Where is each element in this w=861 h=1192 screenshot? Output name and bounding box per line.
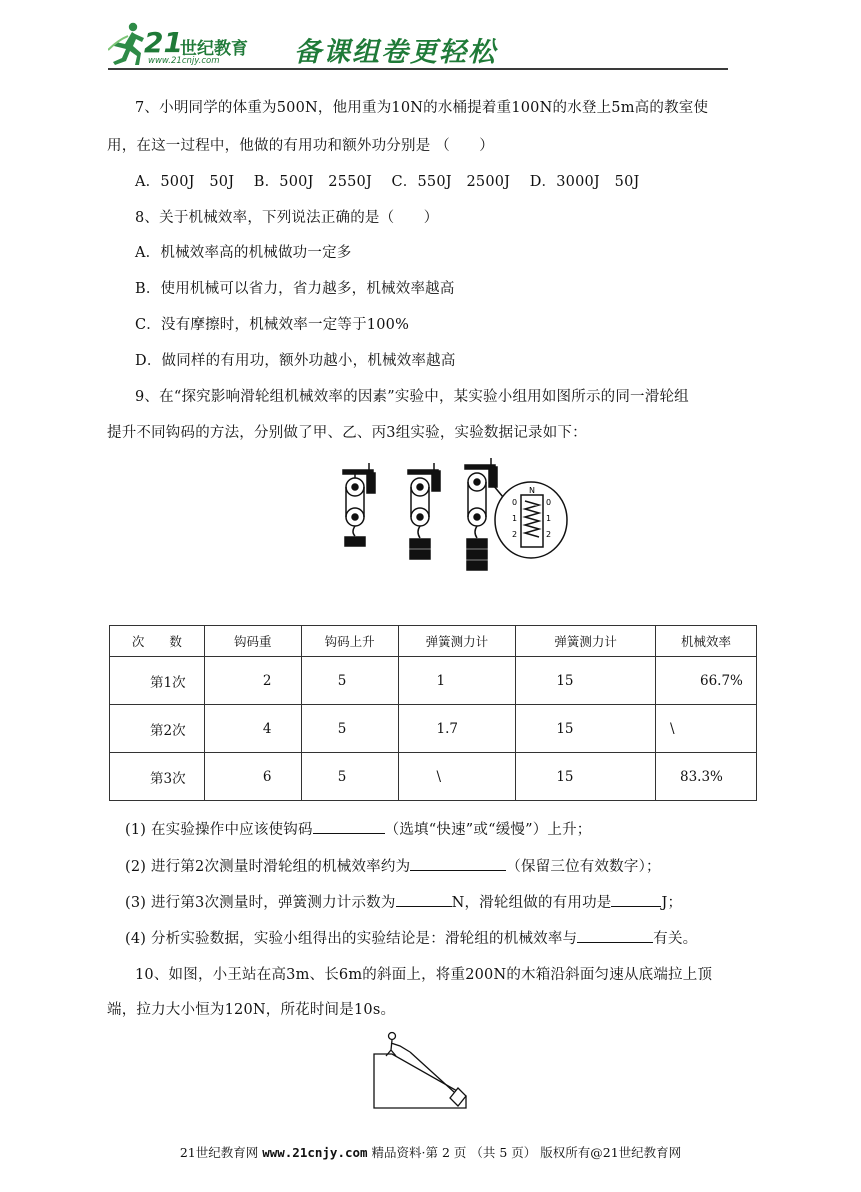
inclined-plane-figure: [370, 1030, 470, 1110]
q9-stem-line2: 提升不同钩码的方法，分别做了甲、乙、丙3组实验，实验数据记录如下：: [107, 425, 587, 441]
table-cell: 66.7%: [656, 657, 757, 705]
q9-sub3-text-a: (3) 进行第3次测量时，弹簧测力计示数为: [125, 895, 396, 911]
pulley-experiment-figure: [325, 455, 575, 585]
table-cell: 第1次: [110, 657, 205, 705]
table-row: [110, 753, 757, 801]
table-cell: 2: [204, 657, 301, 705]
table-cell: 第3次: [110, 753, 205, 801]
brand-name: 世纪教育: [180, 39, 248, 59]
table-cell: 5: [301, 657, 398, 705]
q8-option-c: C．没有摩擦时，机械效率一定等于100%: [135, 317, 410, 333]
q9-sub3-answer-blank-1[interactable]: [396, 892, 452, 907]
q9-sub2: [125, 855, 661, 876]
table-cell: \: [398, 753, 516, 801]
q7-options: A．500J 50J B．500J 2550J C．550J 2500J D．3000J 50J: [135, 174, 640, 190]
table-cell: 6: [204, 753, 301, 801]
q9-stem-line1: 9、在“探究影响滑轮组机械效率的因素”实验中，某实验小组用如图所示的同一滑轮组: [135, 389, 689, 405]
q9-sub1-text-b: （选填“快速”或“缓慢”）上升；: [384, 822, 592, 838]
q9-sub4-answer-blank[interactable]: [577, 928, 653, 943]
table-cell: 15: [516, 753, 656, 801]
footer-site: 21世纪教育网: [179, 1145, 259, 1160]
q9-sub2-text-b: （保留三位有效数字）；: [506, 859, 661, 875]
q8-option-d: D．做同样的有用功，额外功越小，机械效率越高: [135, 353, 456, 369]
header-divider: [108, 68, 728, 70]
q9-sub1-text-a: (1) 在实验操作中应该使钩码: [125, 822, 313, 838]
header-slogan: 备课组卷更轻松: [294, 37, 497, 68]
brand-number: 21: [144, 26, 183, 59]
header-cell: 机械效率: [656, 626, 757, 657]
q9-sub3-answer-blank-2[interactable]: [611, 892, 661, 907]
table-row: [110, 657, 757, 705]
footer-url: www.21cnjy.com: [262, 1145, 368, 1160]
scale-tick-2-right: 2: [546, 530, 552, 539]
table-row: [110, 705, 757, 753]
table-cell: 5: [301, 753, 398, 801]
header-cell: 钩码重: [204, 626, 301, 657]
table-cell: 4: [204, 705, 301, 753]
q9-sub4: [125, 927, 697, 948]
scale-unit-label: N: [529, 486, 535, 495]
header-cell: 次 数: [110, 626, 205, 657]
q8-stem: 8、关于机械效率，下列说法正确的是（ ）: [135, 210, 439, 226]
scale-tick-1-left: 1: [512, 514, 518, 523]
header-cell: 弹簧测力计: [398, 626, 516, 657]
scale-tick-1-right: 1: [546, 514, 552, 523]
q7-stem-line2: 用，在这一过程中，他做的有用功和额外功分别是 （ ）: [107, 138, 495, 154]
brand-url: www.21cnjy.com: [148, 56, 220, 66]
table-cell: 15: [516, 705, 656, 753]
table-cell: 1.7: [398, 705, 516, 753]
footer-info: 精品资料·第 2 页 （共 5 页） 版权所有@21世纪教育网: [371, 1145, 682, 1160]
q9-sub1: [125, 818, 592, 839]
table-cell: 15: [516, 657, 656, 705]
header-cell: 弹簧测力计: [516, 626, 656, 657]
runner-logo-icon: [108, 20, 146, 66]
scale-tick-2-left: 2: [512, 530, 518, 539]
experiment-data-table: [109, 625, 757, 801]
q10-stem-line1: 10、如图，小王站在高3m、长6m的斜面上，将重200N的木箱沿斜面匀速从底端拉上顶: [135, 967, 713, 983]
q8-option-b: B．使用机械可以省力，省力越多，机械效率越高: [135, 281, 455, 297]
header-banner: [108, 20, 728, 72]
table-header-row: [110, 626, 757, 657]
q9-sub4-text-b: 有关。: [653, 931, 698, 947]
scale-tick-0-left: 0: [512, 498, 518, 507]
page-footer: [0, 1143, 861, 1161]
q7-stem-line1: 7、小明同学的体重为500N，他用重为10N的水桶提着重100N的水登上5m高的教室使: [135, 100, 709, 116]
q9-sub4-text-a: (4) 分析实验数据，实验小组得出的实验结论是：滑轮组的机械效率与: [125, 931, 578, 947]
q9-sub2-text-a: (2) 进行第2次测量时滑轮组的机械效率约为: [125, 859, 411, 875]
table-cell: 1: [398, 657, 516, 705]
q9-sub3-text-b: N，滑轮组做的有用功是: [451, 895, 612, 911]
q9-sub1-answer-blank[interactable]: [313, 819, 385, 834]
q9-sub2-answer-blank[interactable]: [410, 856, 506, 871]
table-cell: \: [656, 705, 757, 753]
header-cell: 钩码上升: [301, 626, 398, 657]
table-cell: 5: [301, 705, 398, 753]
q10-stem-line2: 端，拉力大小恒为120N，所花时间是10s。: [107, 1002, 396, 1018]
q9-sub3: [125, 891, 682, 912]
scale-tick-0-right: 0: [546, 498, 552, 507]
table-cell: 83.3%: [656, 753, 757, 801]
table-cell: 第2次: [110, 705, 205, 753]
q8-option-a: A．机械效率高的机械做功一定多: [135, 245, 352, 261]
q9-sub3-text-c: J；: [661, 895, 683, 911]
